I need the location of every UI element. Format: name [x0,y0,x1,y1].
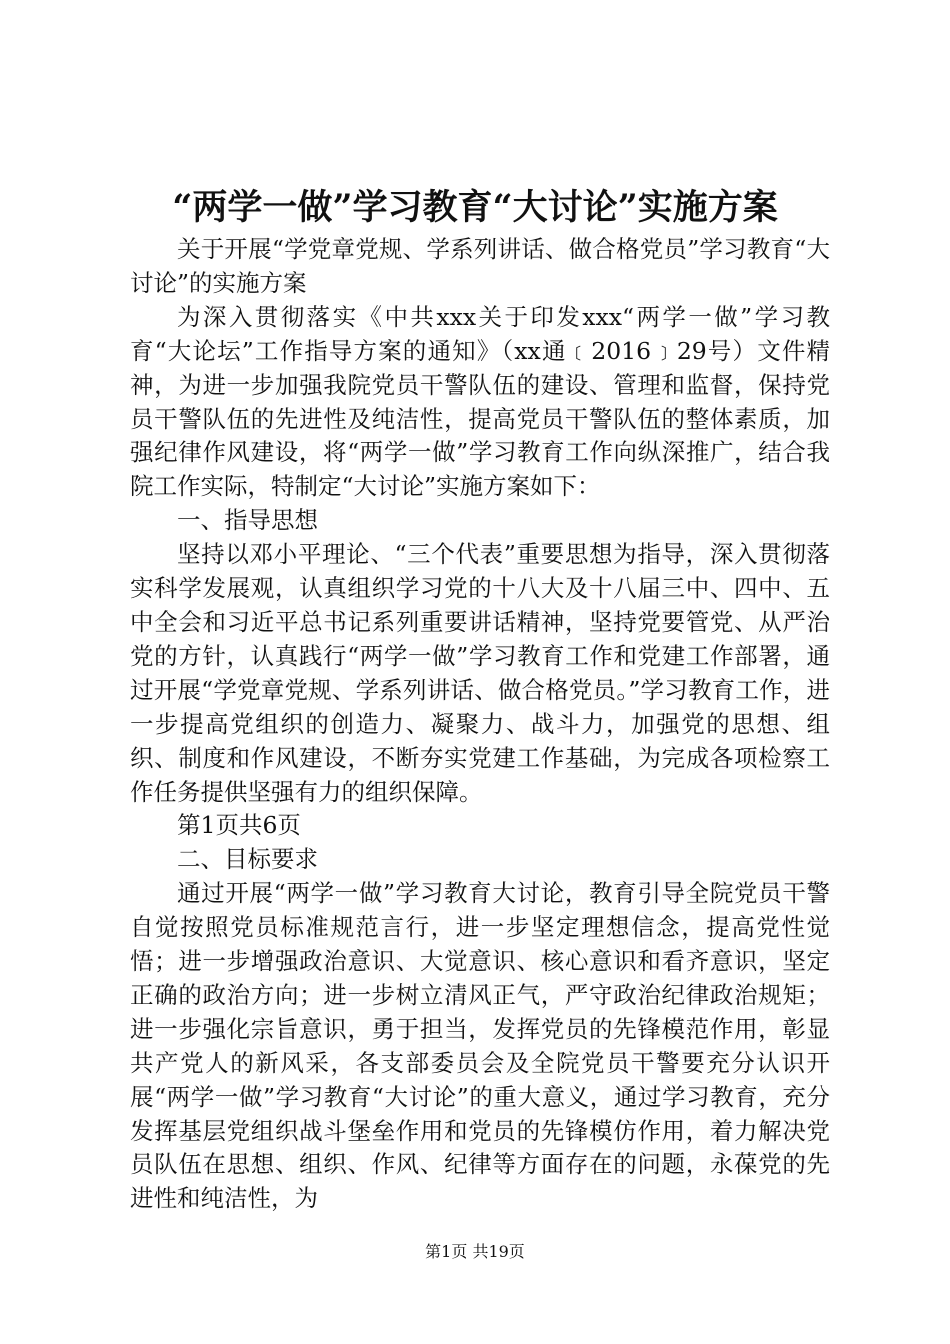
section-heading-objectives: 二、目标要求 [177,845,318,874]
paragraph-guiding-ideology: 坚持以邓小平理论、“三个代表”重要思想为指导，深入贯彻落实科学发展观，认真组织学习党的十八大及十八届三中、四中、五中全会和习近平总书记系列重要讲话精神，坚持党要管党、从严治党的方针，认真践行“两学一做”学习教育工作和党建工作部署，通过开展“学党章党规、学系列讲话、做合格党员。”学习教育工作，进一步提高党组织的创造力、凝聚力、战斗力，加强党的思想、组织、制度和作风建设，不断夯实党建工作基础，为完成各项检察工作任务提供坚强有力的组织保障。 [130,540,830,806]
inline-page-marker: 第1页共6页 [177,811,301,840]
document-body [130,233,830,1216]
page-footer: 第1页 共19页 [425,1242,525,1261]
document-title: “两学一做”学习教育“大讨论”实施方案 [172,187,778,228]
paragraph-preamble: 为深入贯彻落实《中共xxx关于印发xxx“两学一做”学习教育“大论坛”工作指导方案的通知》（xx通﹝2016﹞29号）文件精神，为进一步加强我院党员干警队伍的建设、管理和监督，保持党员干警队伍的先进性及纯洁性，提高党员干警队伍的整体素质，加强纪律作风建设，将“两学一做”学习教育工作向纵深推广，结合我院工作实际，特制定“大讨论”实施方案如下： [130,302,830,501]
paragraph-intro-heading: 关于开展“学党章党规、学系列讲话、做合格党员”学习教育“大讨论”的实施方案 [130,235,830,297]
paragraph-objectives: 通过开展“两学一做”学习教育大讨论，教育引导全院党员干警自觉按照党员标准规范言行，进一步坚定理想信念，提高党性觉悟；进一步增强政治意识、大觉意识、核心意识和看齐意识，坚定正确的政治方向；进一步树立清风正气，严守政治纪律政治规矩；进一步强化宗旨意识，勇于担当，发挥党员的先锋模范作用，彰显共产党人的新风采，各支部委员会及全院党员干警要充分认识开展“两学一做”学习教育“大讨论”的重大意义，通过学习教育，充分发挥基层党组织战斗堡垒作用和党员的先锋模仿作用，着力解决党员队伍在思想、组织、作风、纪律等方面存在的问题，永葆党的先进性和纯洁性，为 [130,879,830,1213]
section-heading-guiding-ideology: 一、指导思想 [177,506,318,535]
